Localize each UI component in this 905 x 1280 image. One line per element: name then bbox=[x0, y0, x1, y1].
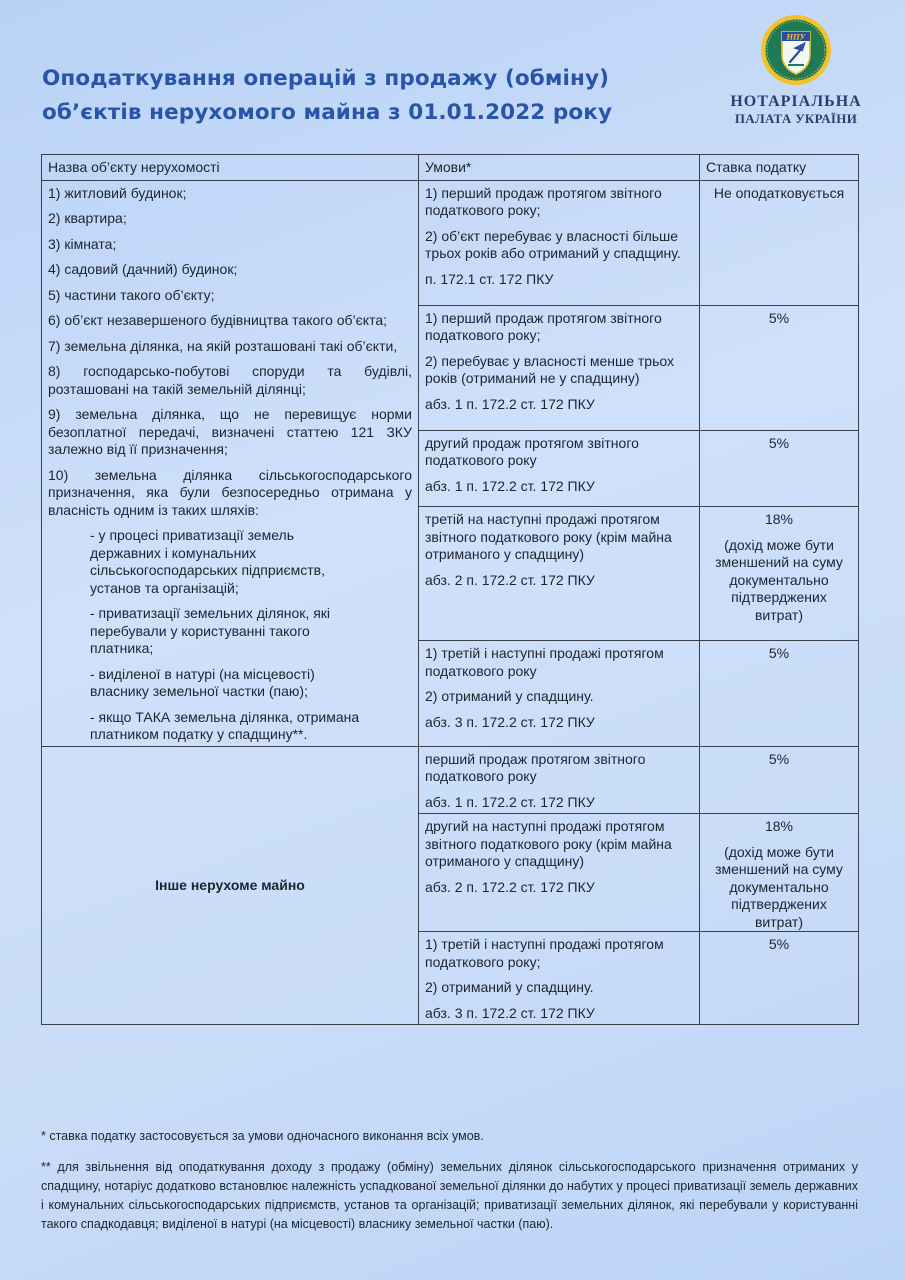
condition-text: другий продаж протягом звітного податкового року bbox=[425, 434, 639, 469]
title-line-2: об’єктів нерухомого майна з 01.01.2022 року bbox=[42, 100, 613, 125]
object-item: 7) земельна ділянка, на якій розташовані такі об’єкти, bbox=[48, 337, 398, 354]
rate-value: 5% bbox=[768, 645, 790, 662]
rate-value: 5% bbox=[768, 434, 790, 451]
object-item: 10) земельна ділянка сільськогосподарського призначення, яка були безпосередньо отримана у власність одним із таких шляхів: bbox=[48, 466, 412, 518]
law-reference: абз. 1 п. 172.2 ст. 172 ПКУ bbox=[425, 793, 595, 810]
title-line-1: Оподаткування операцій з продажу (обміну) bbox=[42, 66, 610, 91]
residential-objects-cell bbox=[42, 180, 419, 746]
rate-note: (дохід може бути зменшений на суму документально підтверджених витрат) bbox=[715, 843, 843, 930]
page-title bbox=[42, 62, 682, 130]
rate-note: (дохід може бути зменшений на суму документально підтверджених витрат) bbox=[715, 536, 843, 623]
organization-name bbox=[712, 92, 880, 127]
conditions-cell bbox=[419, 305, 700, 430]
condition-text: 1) третій і наступні продажі протягом податкового року; bbox=[425, 936, 664, 970]
object-item: 3) кімната; bbox=[48, 235, 117, 252]
law-reference: абз. 2 п. 172.2 ст. 172 ПКУ bbox=[425, 571, 595, 588]
rate-value: 5% bbox=[768, 936, 790, 952]
other-real-estate-cell: Інше нерухоме майно bbox=[42, 746, 419, 1025]
object-item: 5) частини такого об’єкту; bbox=[48, 286, 215, 303]
rate-cell bbox=[700, 430, 859, 506]
condition-text: 2) отриманий у спадщину. bbox=[425, 979, 594, 995]
conditions-cell bbox=[419, 507, 700, 641]
object-item: 9) земельна ділянка, що не перевищує норми безоплатної передачі, визначені статтею 121 ЗКУ залежно від її призначення; bbox=[48, 406, 412, 457]
header-rate: Ставка податку bbox=[700, 155, 859, 181]
object-item: 2) квартира; bbox=[48, 210, 127, 226]
emblem-lettering: НПУ bbox=[786, 32, 806, 42]
org-line-2: ПАЛАТА УКРАЇНИ bbox=[734, 111, 858, 126]
header-conditions: Умови* bbox=[419, 155, 700, 181]
conditions-cell bbox=[419, 814, 700, 932]
condition-text: другий на наступні продажі протягом звітного податкового року (крім майна отриманого у спадщину) bbox=[425, 818, 672, 869]
law-reference: п. 172.1 ст. 172 ПКУ bbox=[425, 270, 554, 287]
conditions-cell bbox=[419, 641, 700, 746]
condition-text: 1) перший продаж протягом звітного податкового року; bbox=[425, 309, 662, 344]
table-row bbox=[42, 180, 859, 305]
rate-cell bbox=[700, 507, 859, 641]
object-subitem: - у процесі приватизації земель державних і комунальних сільськогосподарських підприємств, установ та організацій; bbox=[90, 527, 326, 596]
object-item: 4) садовий (дачний) будинок; bbox=[48, 261, 238, 277]
law-reference: абз. 3 п. 172.2 ст. 172 ПКУ bbox=[425, 713, 595, 730]
condition-text: 1) перший продаж протягом звітного податкового року; bbox=[425, 184, 662, 218]
conditions-cell bbox=[419, 430, 700, 506]
object-item: 6) об’єкт незавершеного будівництва такого об’єкта; bbox=[48, 312, 388, 328]
law-reference: абз. 3 п. 172.2 ст. 172 ПКУ bbox=[425, 1004, 595, 1021]
org-line-1: НОТАРІАЛЬНА bbox=[730, 93, 862, 110]
table-header-row bbox=[42, 155, 859, 181]
object-item: 1) житловий будинок; bbox=[48, 184, 187, 201]
rate-cell bbox=[700, 746, 859, 814]
rate-cell bbox=[700, 932, 859, 1025]
object-subitem: - якщо ТАКА земельна ділянка, отримана платником податку у спадщину**. bbox=[90, 708, 360, 742]
object-item: 8) господарсько-побутові споруди та будівлі, розташовані на такій земельній ділянці; bbox=[48, 363, 412, 397]
condition-text: 2) отриманий у спадщину. bbox=[425, 688, 594, 705]
rate-cell bbox=[700, 814, 859, 932]
law-reference: абз. 2 п. 172.2 ст. 172 ПКУ bbox=[425, 878, 595, 895]
rate-value: Не оподатковується bbox=[713, 184, 845, 201]
conditions-cell bbox=[419, 746, 700, 814]
notary-chamber-emblem-icon bbox=[760, 14, 832, 86]
rate-value: 5% bbox=[768, 750, 790, 767]
rate-cell bbox=[700, 305, 859, 430]
condition-text: 1) третій і наступні продажі протягом податкового року bbox=[425, 645, 664, 679]
law-reference: абз. 1 п. 172.2 ст. 172 ПКУ bbox=[425, 395, 595, 412]
conditions-cell bbox=[419, 180, 700, 305]
rate-value: 5% bbox=[768, 309, 790, 326]
rate-cell bbox=[700, 641, 859, 746]
conditions-cell bbox=[419, 932, 700, 1025]
table-row bbox=[42, 746, 859, 814]
footnote-2: ** для звільнення від оподаткування доходу з продажу (обміну) земельних ділянок сільськогосподарського призначення отриманих у спадщину, нотаріус додатково встановлює належність успадкованої земельної ділянки до набутих у процесі приватизації земель державних і комунальних сільськогосподарських підприємств, установ та організацій; приватизації земельних ділянок, які перебували у користуванні такого спадкодавця; виділеної в натурі (на місцевості) власнику земельної частки (паю). bbox=[41, 1160, 858, 1231]
tax-table bbox=[41, 154, 859, 1025]
condition-text: 2) об’єкт перебуває у власності більше трьох років або отриманий у спадщину. bbox=[425, 227, 681, 261]
rate-value: 18% bbox=[764, 818, 794, 834]
rate-value: 18% bbox=[764, 511, 794, 528]
law-reference: абз. 1 п. 172.2 ст. 172 ПКУ bbox=[425, 477, 595, 494]
condition-text: 2) перебуває у власності менше трьох років (отриманий не у спадщину) bbox=[425, 352, 674, 387]
footnote-1: * ставка податку застосовується за умови одночасного виконання всіх умов. bbox=[41, 1129, 484, 1143]
header-object: Назва об’єкту нерухомості bbox=[42, 155, 419, 181]
object-subitem: - приватизації земельних ділянок, які перебували у користуванні такого платника; bbox=[90, 605, 331, 656]
condition-text: третій на наступні продажі протягом звітного податкового року (крім майна отриманого у спадщину) bbox=[425, 511, 672, 563]
condition-text: перший продаж протягом звітного податкового року bbox=[425, 750, 646, 784]
rate-cell bbox=[700, 180, 859, 305]
object-subitem: - виділеної в натурі (на місцевості) власнику земельної частки (паю); bbox=[90, 665, 315, 699]
